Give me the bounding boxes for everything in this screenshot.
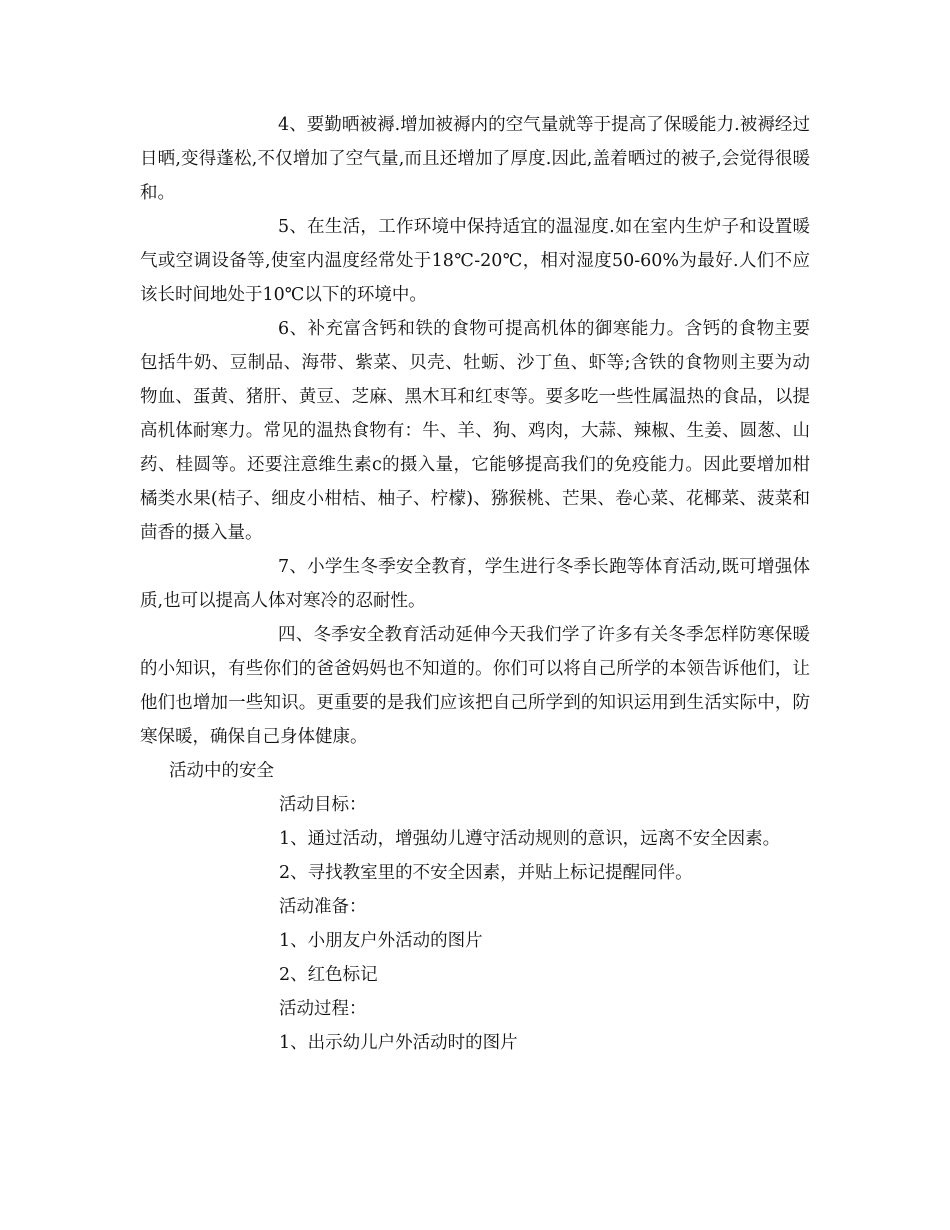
paragraph-item-4: 4、要勤晒被褥.增加被褥内的空气量就等于提高了保暖能力.被褥经过日晒,变得蓬松,不仅增加了空气量,而且还增加了厚度.因此,盖着晒过的被子,会觉得很暖和。	[140, 115, 810, 203]
paragraph-item-5: 5、在生活，工作环境中保持适宜的温湿度.如在室内生炉子和设置暖气或空调设备等,使室内温度经常处于18℃-20℃，相对湿度50-60%为最好.人们不应该长时间地处于10℃以下的环境中。	[140, 217, 810, 305]
activity-goals-heading: 活动目标：	[279, 795, 367, 815]
section-title: 活动中的安全	[169, 761, 274, 781]
paragraph-item-6: 6、补充富含钙和铁的食物可提高机体的御寒能力。含钙的食物主要包括牛奶、豆制品、海带、紫菜、贝壳、牡蛎、沙丁鱼、虾等;含铁的食物则主要为动物血、蛋黄、猪肝、黄豆、芝麻、黑木耳和红枣等。要多吃一些性属温热的食品，以提高机体耐寒力。常见的温热食物有：牛、羊、狗、鸡肉，大蒜、辣椒、生姜、圆葱、山药、桂圆等。还要注意维生素c的摄入量，它能够提高我们的免疫能力。因此要增加柑橘类水果(桔子、细皮小柑桔、柚子、柠檬)、猕猴桃、芒果、卷心菜、花椰菜、菠菜和茴香的摄入量。	[140, 319, 810, 543]
preparation-item-1: 1、小朋友户外活动的图片	[279, 931, 483, 951]
document-body	[140, 108, 810, 1060]
process-item-1: 1、出示幼儿户外活动时的图片	[279, 1033, 518, 1053]
paragraph-section-4: 四、冬季安全教育活动延伸今天我们学了许多有关冬季怎样防寒保暖的小知识，有些你们的爸爸妈妈也不知道的。你们可以将自己所学的本领告诉他们，让他们也增加一些知识。更重要的是我们应该把自己所学到的知识运用到生活实际中，防寒保暖，确保自己身体健康。	[140, 625, 810, 747]
paragraph-item-7: 7、小学生冬季安全教育，学生进行冬季长跑等体育活动,既可增强体质,也可以提高人体对寒冷的忍耐性。	[140, 557, 810, 611]
preparation-item-2: 2、红色标记	[279, 965, 378, 985]
goal-item-2: 2、寻找教室里的不安全因素，并贴上标记提醒同伴。	[279, 863, 693, 883]
activity-process-heading: 活动过程：	[279, 999, 367, 1019]
activity-preparation-heading: 活动准备：	[279, 897, 367, 917]
goal-item-1: 1、通过活动，增强幼儿遵守活动规则的意识，远离不安全因素。	[279, 829, 781, 849]
